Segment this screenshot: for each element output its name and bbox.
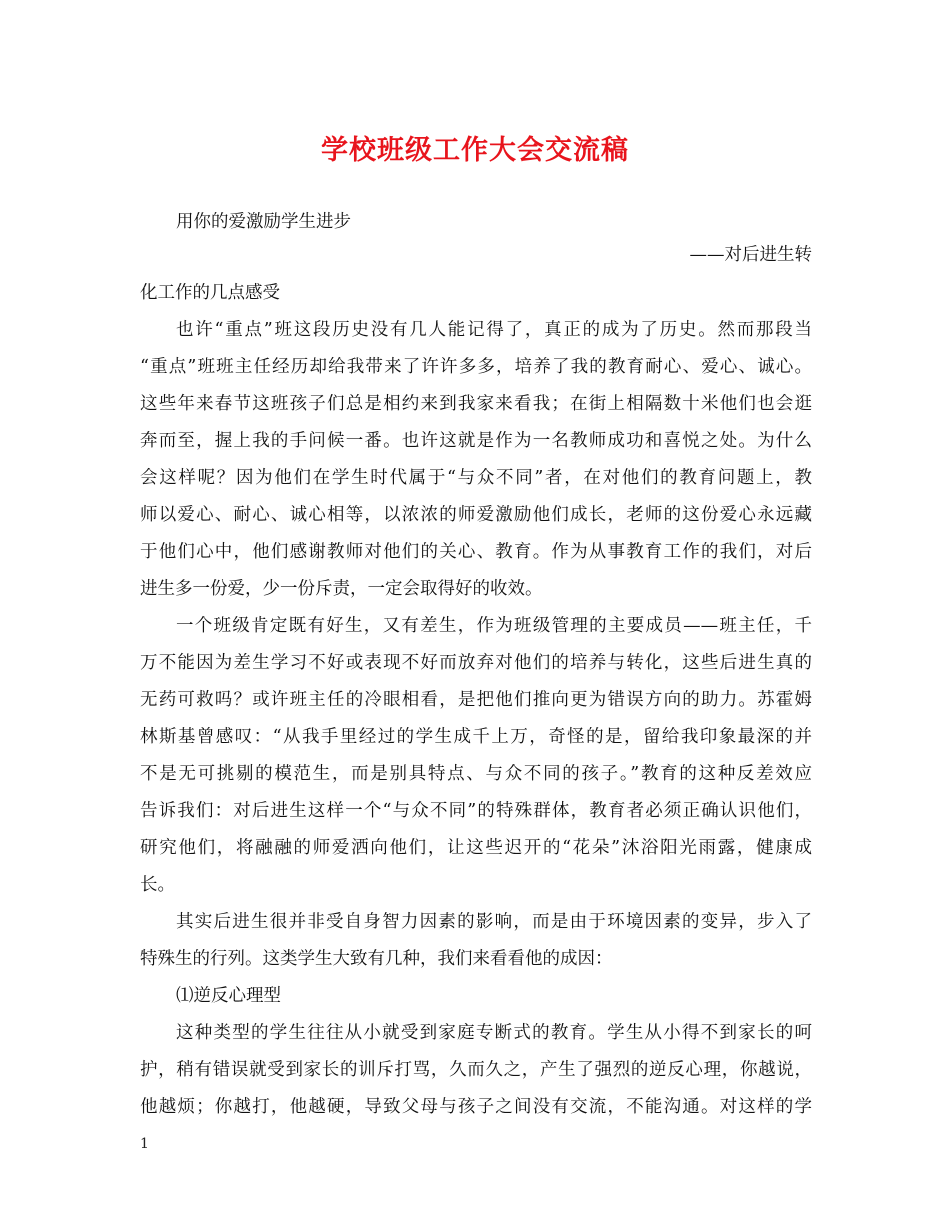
paragraph-line: 这种类型的学生往往从小就受到家庭专断式的教育。学生从小得不到家长的呵	[176, 1023, 812, 1043]
subtitle-attribution: ——对后进生转	[689, 245, 812, 265]
document-title: 学校班级工作大会交流稿	[321, 135, 629, 166]
paragraph-line: 告诉我们：对后进生这样一个“与众不同”的特殊群体，教育者必须正确认识他们，	[140, 801, 812, 821]
paragraph-line: 于他们心中，他们感谢教师对他们的关心、教育。作为从事教育工作的我们，对后	[140, 542, 812, 562]
paragraph-line: 这些年来春节这班孩子们总是相约来到我家来看我；在街上相隔数十米他们也会逛	[140, 394, 812, 414]
paragraph-line: 不是无可挑剔的模范生，而是别具特点、与众不同的孩子。”教育的这种反差效应	[140, 764, 812, 784]
paragraph-line: 奔而至，握上我的手问候一番。也许这就是作为一名教师成功和喜悦之处。为什么	[140, 431, 812, 451]
paragraph-line: 进生多一份爱，少一份斥责，一定会取得好的收效。	[140, 579, 543, 599]
paragraph-line: “重点”班班主任经历却给我带来了许许多多，培养了我的教育耐心、爱心、诚心。	[140, 357, 812, 377]
subtitle: 用你的爱激励学生进步	[176, 212, 351, 232]
paragraph-line: 师以爱心、耐心、诚心相等，以浓浓的师爱激励他们成长，老师的这份爱心永远藏	[140, 505, 812, 525]
page-number: 1	[140, 1136, 149, 1152]
subtitle-continuation: 化工作的几点感受	[140, 283, 280, 303]
paragraph-line: 无药可救吗？或许班主任的冷眼相看，是把他们推向更为错误方向的助力。苏霍姆	[140, 690, 812, 710]
paragraph-line: 长。	[140, 875, 175, 895]
paragraph-line: 他越烦；你越打，他越硬，导致父母与孩子之间没有交流，不能沟通。对这样的学	[140, 1097, 812, 1117]
paragraph-line: 一个班级肯定既有好生，又有差生，作为班级管理的主要成员——班主任，千	[176, 616, 812, 636]
paragraph-line: 特殊生的行列。这类学生大致有几种，我们来看看他的成因：	[140, 949, 613, 969]
paragraph-line: 也许“重点”班这段历史没有几人能记得了，真正的成为了历史。然而那段当	[176, 320, 812, 340]
paragraph-line: 护，稍有错误就受到家长的训斥打骂，久而久之，产生了强烈的逆反心理，你越说，	[140, 1060, 812, 1080]
paragraph-line: 会这样呢？因为他们在学生时代属于“与众不同”者，在对他们的教育问题上，教	[140, 468, 812, 488]
section-heading: ⑴逆反心理型	[176, 986, 281, 1006]
paragraph-line: 其实后进生很并非受自身智力因素的影响，而是由于环境因素的变异，步入了	[176, 912, 812, 932]
paragraph-line: 万不能因为差生学习不好或表现不好而放弃对他们的培养与转化，这些后进生真的	[140, 653, 812, 673]
paragraph-line: 林斯基曾感叹：“从我手里经过的学生成千上万，奇怪的是，留给我印象最深的并	[140, 727, 812, 747]
paragraph-line: 研究他们，将融融的师爱洒向他们，让这些迟开的“花朵”沐浴阳光雨露，健康成	[140, 838, 812, 858]
